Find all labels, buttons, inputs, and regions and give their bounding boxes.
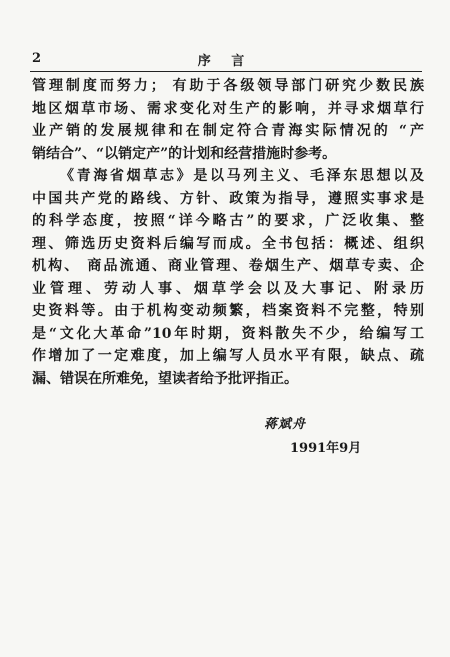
text-line: 理、筛选历史资料后编写而成。全书包括：概述、组织 bbox=[32, 235, 424, 252]
text-line: 业管理、劳动人事、烟草学会以及大事记、附录历 bbox=[32, 280, 424, 297]
text-line: 中国共产党的路线、方针、政策为指导，遵照实事求是 bbox=[32, 190, 424, 207]
paragraph-1 bbox=[32, 75, 424, 165]
text-line: 地区烟草市场、需求变化对生产的影响，并寻求烟草行 bbox=[32, 100, 424, 117]
text-line: 销结合”、“以销定产”的计划和经营措施时参考。 bbox=[32, 145, 337, 162]
text-line: 业产销的发展规律和在制定符合青海实际情况的 “产 bbox=[32, 123, 424, 139]
page-number: 2 bbox=[32, 51, 42, 66]
text-line: 漏、错误在所难免，望读者给予批评指正。 bbox=[32, 370, 298, 387]
text-line: 史资料等。由于机构变动频繁，档案资料不完整，特别 bbox=[32, 303, 424, 319]
running-head: 序 言 bbox=[197, 54, 253, 69]
text-line: 作增加了一定难度，加上编写人员水平有限，缺点、疏 bbox=[32, 348, 424, 364]
text-line: 管理制度而努力； 有助于各级领导部门研究少数民族 bbox=[32, 78, 424, 94]
text-line: 是“文化大革命”10年时期，资料散失不少，给编写工 bbox=[32, 325, 424, 342]
signature-date: 1991年9月 bbox=[290, 441, 362, 456]
text-line: 机构、 商品流通、商业管理、卷烟生产、烟草专卖、企 bbox=[32, 258, 424, 274]
signature-name: 蒋斌舟 bbox=[264, 417, 307, 432]
paragraph-2 bbox=[32, 165, 424, 390]
header-rule bbox=[30, 71, 422, 72]
text-line: 《青海省烟草志》是以马列主义、毛泽东思想以及 bbox=[60, 168, 424, 184]
text-line: 的科学态度，按照“详今略古”的要求，广泛收集、整 bbox=[32, 213, 424, 229]
